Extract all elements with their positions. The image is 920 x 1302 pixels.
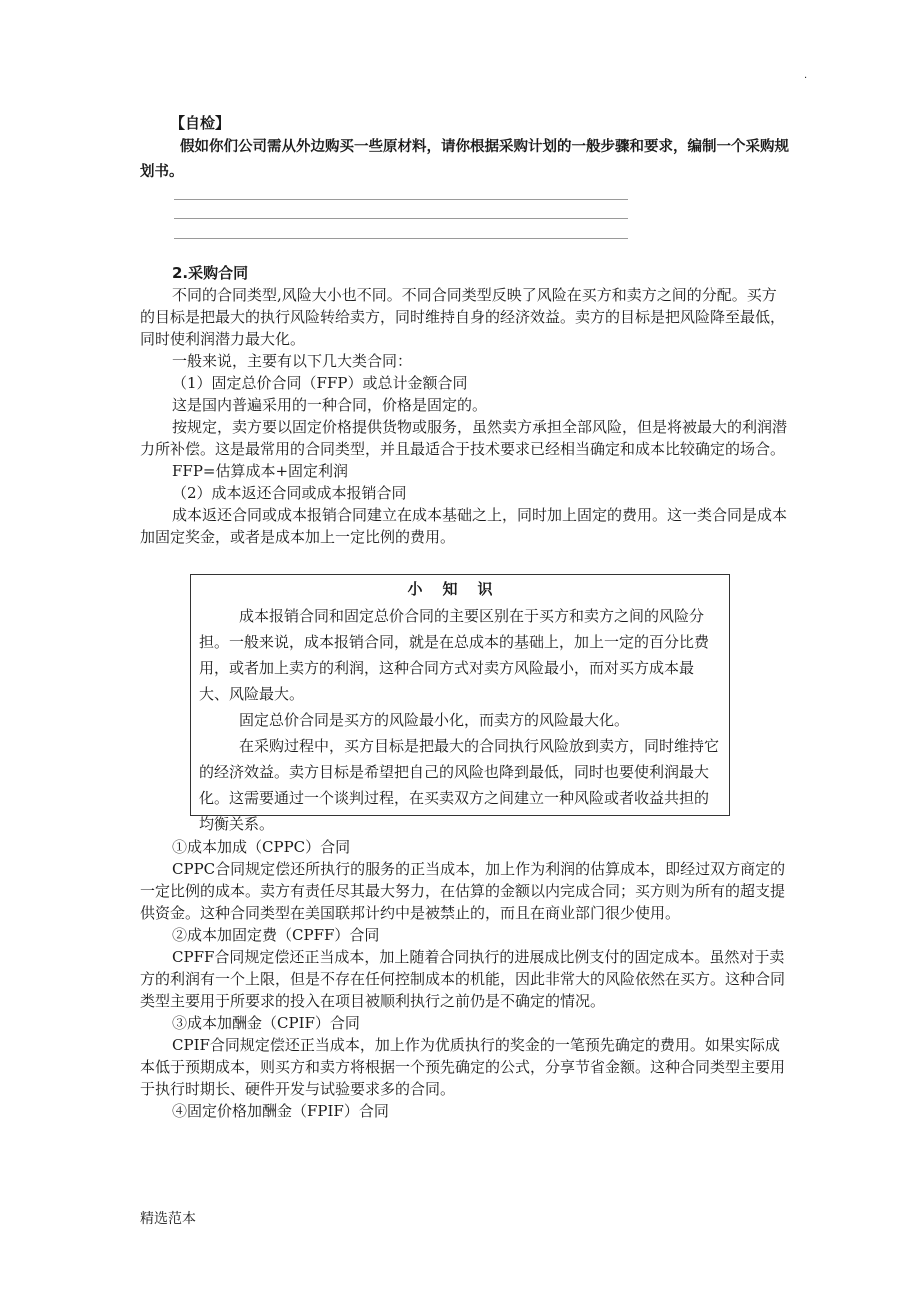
paragraph: 这是国内普遍采用的一种合同，价格是固定的。 (172, 396, 488, 414)
intro-text (140, 284, 790, 548)
paragraph: CPFF合同规定偿还正当成本，加上随着合同执行的进展成比例支付的固定成本。虽然对于卖方的利润有一个上限，但是不存在任何控制成本的机能，因此非常大的风险依然在买方。这种合同类型主要用于所要求的投入在项目被顺利执行之前仍是不确定的情况。 (140, 948, 786, 1010)
knowledge-box-title: 小知识 (407, 580, 513, 598)
contract-heading: ①成本加成（CPPC）合同 (172, 838, 351, 856)
contract-heading: ②成本加固定费（CPFF）合同 (172, 926, 380, 944)
self-check-question: 假如你们公司需从外边购买一些原材料，请你根据采购计划的一般步骤和要求，编制一个采购规划书。 (140, 139, 789, 180)
contract-heading: ③成本加酬金（CPIF）合同 (172, 1014, 360, 1032)
paragraph: 一般来说，主要有以下几大类合同： (172, 352, 413, 370)
page-marker: . (804, 70, 808, 81)
contract-heading: ④固定价格加酬金（FPIF）合同 (172, 1102, 389, 1120)
paragraph: 固定总价合同是买方的风险最小化，而卖方的风险最大化。 (239, 711, 630, 729)
paragraph: （2）成本返还合同或成本报销合同 (172, 484, 407, 502)
self-check-title: 【自检】 (170, 114, 231, 132)
paragraph: 成本返还合同或成本报销合同建立在成本基础之上，同时加上固定的费用。这一类合同是成本加固定奖金，或者是成本加上一定比例的费用。 (140, 506, 788, 546)
contract-types (140, 836, 790, 1122)
answer-line (174, 238, 628, 239)
section-title: 2.采购合同 (172, 264, 249, 282)
answer-line (174, 218, 628, 219)
paragraph: 按规定，卖方要以固定价格提供货物或服务，虽然卖方承担全部风险，但是将被最大的利润潜力所补偿。这是最常用的合同类型，并且最适合于技术要求已经相当确定和成本比较确定的场合。 (140, 418, 788, 458)
paragraph: CPIF合同规定偿还正当成本，加上作为优质执行的奖金的一笔预先确定的费用。如果实际成本低于预期成本，则买方和卖方将根据一个预先确定的公式，分享节省金额。这种合同类型主要用于执行时期长、硬件开发与试验要求多的合同。 (140, 1036, 786, 1098)
formula: FFP=估算成本+固定利润 (172, 462, 349, 480)
paragraph: 在采购过程中，买方目标是把最大的合同执行风险放到卖方，同时维持它的经济效益。卖方目标是希望把自己的风险也降到最低，同时也要使利润最大化。这需要通过一个谈判过程，在买卖双方之间建立一种风险或者收益共担的均衡关系。 (199, 737, 720, 833)
footer: 精选范本 (140, 1211, 196, 1227)
paragraph: 不同的合同类型,风险大小也不同。不同合同类型反映了风险在买方和卖方之间的分配。买方的目标是把最大的执行风险转给卖方，同时维持自身的经济效益。卖方的目标是把风险降至最低，同时使利润潜力最大化。 (140, 286, 786, 348)
paragraph: CPPC合同规定偿还所执行的服务的正当成本，加上作为利润的估算成本，即经过双方商定的一定比例的成本。卖方有责任尽其最大努力，在估算的金额以内完成合同；买方则为所有的超支提供资金。这种合同类型在美国联邦计约中是被禁止的，而且在商业部门很少使用。 (140, 860, 786, 922)
paragraph: 成本报销合同和固定总价合同的主要区别在于买方和卖方之间的风险分担。一般来说，成本报销合同，就是在总成本的基础上，加上一定的百分比费用，或者加上卖方的利润，这种合同方式对卖方风险最小，而对买方成本最大、风险最大。 (199, 607, 710, 703)
knowledge-box (190, 574, 730, 833)
paragraph: （1）固定总价合同（FFP）或总计金额合同 (172, 374, 468, 392)
answer-line (174, 199, 628, 200)
